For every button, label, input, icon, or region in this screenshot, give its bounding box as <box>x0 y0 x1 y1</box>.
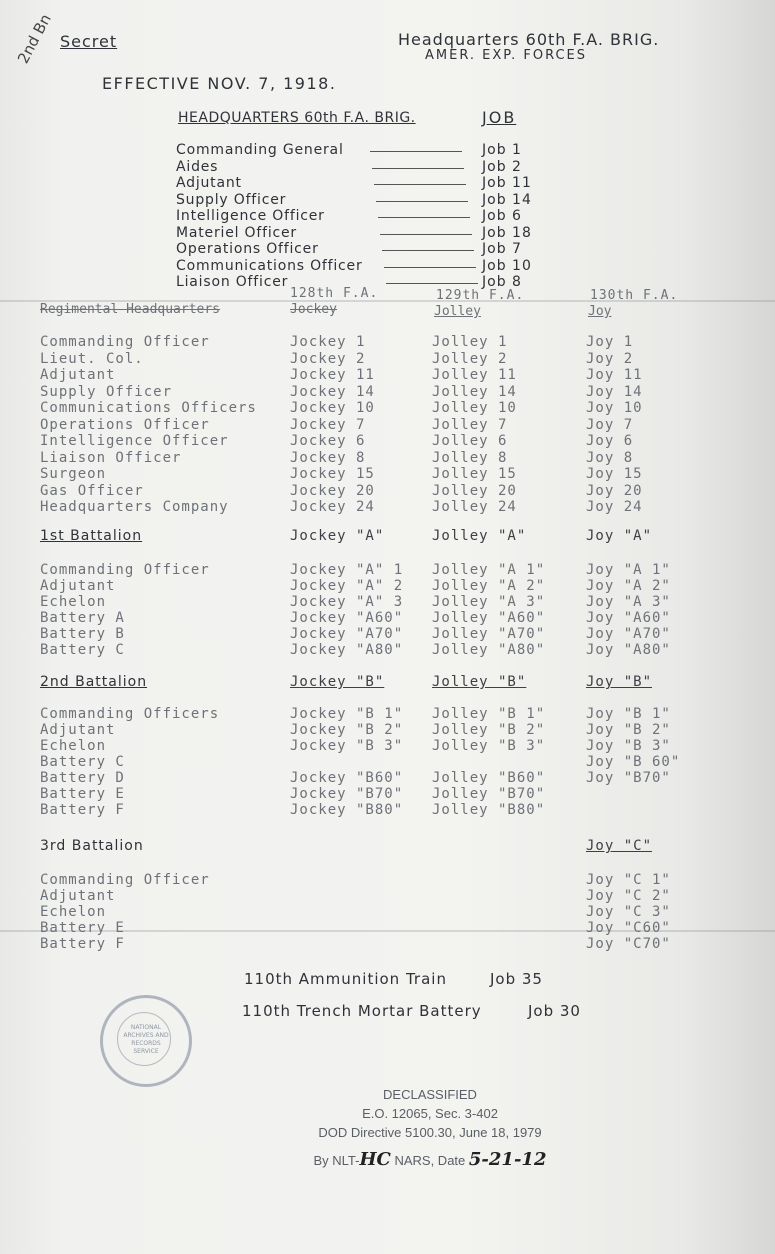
bat1-code-c: Joy "A60" <box>586 610 671 626</box>
bat2-code-a: Jockey "B80" <box>290 802 404 818</box>
regiments-role-label: Operations Officer <box>40 416 210 433</box>
declass-title: DECLASSIFIED <box>383 1087 477 1102</box>
regiments-code-b: Jolley 10 <box>432 400 517 416</box>
regiments-code-b: Jolley 1 <box>432 334 508 350</box>
brigade-role-label: Materiel Officer <box>176 224 297 241</box>
regiments-code-a: Jockey 7 <box>290 416 366 433</box>
bat2-code-c: Joy "B 3" <box>586 738 671 754</box>
bat1-code-b: Jolley "A60" <box>432 610 546 626</box>
job-header: JOB <box>482 108 517 127</box>
bat2-code-b: Jolley "B80" <box>432 802 546 818</box>
regiments-code-a: Jockey 10 <box>290 400 375 416</box>
bat2-code-b: Jolley "B 1" <box>432 706 546 722</box>
bat3-role-label: Battery E <box>40 920 125 936</box>
declass-date: 5-21-12 <box>468 1149 547 1170</box>
bat2-code-c: Joy "B" <box>586 674 653 690</box>
regiments-role-label: Commanding Officer <box>40 334 210 350</box>
brigade-role-label: Intelligence Officer <box>176 208 325 224</box>
leader-line <box>372 168 464 169</box>
bat1-title: 1st Battalion <box>40 528 143 544</box>
bat2-code-a: Jockey "B" <box>290 674 385 690</box>
bat2-code-b: Jolley "B" <box>432 674 527 690</box>
regiments-code-c: Joy 11 <box>586 367 643 383</box>
reg-col-3-code: Joy <box>588 304 612 319</box>
bat1-code-a: Jockey "A60" <box>290 610 404 626</box>
brigade-role-label: Adjutant <box>176 175 242 191</box>
bat2-code-b: Jolley "B 3" <box>432 738 546 754</box>
corner-handwritten-note: 2nd Bn <box>14 11 55 67</box>
bat3-role-label: Echelon <box>40 904 107 920</box>
bat2-title: 2nd Battalion <box>40 674 148 690</box>
brigade-role-label: Liaison Officer <box>176 274 289 290</box>
bat2-code-a: Jockey "B70" <box>290 786 404 802</box>
bat3-code-c: Joy "C 3" <box>586 904 671 920</box>
brigade-role-label: Aides <box>176 158 219 175</box>
bat2-role-label: Battery D <box>40 770 125 786</box>
regiments-role-label: Intelligence Officer <box>40 433 229 449</box>
regiments-code-a: Jockey 14 <box>290 383 375 400</box>
bat1-role-label: Echelon <box>40 594 107 610</box>
brigade-role-job: Job 10 <box>482 257 532 274</box>
regiments-role-label: Headquarters Company <box>40 499 229 515</box>
bat2-code-c: Joy "B 1" <box>586 706 671 722</box>
regiments-code-c: Joy 6 <box>586 433 634 449</box>
bat1-code-b: Jolley "A 2" <box>432 578 546 594</box>
regiments-code-c: Joy 2 <box>586 350 634 367</box>
brigade-role-label: Operations Officer <box>176 241 319 257</box>
declass-eo: E.O. 12065, Sec. 3-402 <box>362 1106 498 1121</box>
bat1-code-a: Jockey "A" 3 <box>290 594 404 610</box>
bat3-code-c: Joy "C" <box>586 838 653 854</box>
bat3-code-c: Joy "C 2" <box>586 888 671 904</box>
bat3-code-c: Joy "C60" <box>586 920 671 936</box>
brigade-role-job: Job 11 <box>482 175 532 191</box>
brigade-role-job: Job 8 <box>482 274 522 290</box>
bat2-code-c: Joy "B 2" <box>586 722 671 738</box>
leader-line <box>370 151 462 152</box>
regiments-code-a: Jockey 11 <box>290 367 375 383</box>
regiments-code-a: Jockey 20 <box>290 482 375 499</box>
regiments-code-a: Jockey 15 <box>290 466 375 482</box>
regiments-code-a: Jockey 24 <box>290 499 375 515</box>
regiments-role-label: Supply Officer <box>40 383 173 400</box>
brigade-role-label: Supply Officer <box>176 191 287 208</box>
regiments-role-label: Liaison Officer <box>40 449 182 466</box>
leader-line <box>378 217 470 218</box>
bat2-role-label: Echelon <box>40 738 107 754</box>
bat1-code-b: Jolley "A 3" <box>432 594 546 610</box>
bat2-code-a: Jockey "B 3" <box>290 738 404 754</box>
reg-col-2-code: Jolley <box>434 304 481 319</box>
bat1-code-a: Jockey "A70" <box>290 626 404 642</box>
declassification-block <box>260 1085 600 1170</box>
regiments-code-a: Jockey 6 <box>290 433 366 449</box>
bat1-code-c: Joy "A 3" <box>586 594 671 610</box>
brigade-role-job: Job 14 <box>482 191 532 208</box>
declass-by-prefix: By NLT- <box>313 1153 360 1168</box>
bat2-role-label: Battery F <box>40 802 125 818</box>
bat1-code-a: Jockey "A" 1 <box>290 562 404 578</box>
regiments-role-label: Communications Officers <box>40 400 257 416</box>
reg-col-3-unit: 130th F.A. <box>590 288 679 303</box>
regiments-code-c: Joy 15 <box>586 466 643 482</box>
reg-col-2-unit: 129th F.A. <box>436 288 525 303</box>
bat3-role-label: Battery F <box>40 936 125 952</box>
bat1-code-a: Jockey "A80" <box>290 642 404 658</box>
leader-line <box>384 267 476 268</box>
bat2-role-label: Commanding Officers <box>40 706 220 722</box>
bat2-code-a: Jockey "B 1" <box>290 706 404 722</box>
regiments-code-a: Jockey 1 <box>290 334 366 350</box>
hq-line-2: AMER. EXP. FORCES <box>425 48 587 63</box>
bat1-code-c: Joy "A 1" <box>586 562 671 578</box>
bat1-code-a: Jockey "A" <box>290 528 385 544</box>
archive-stamp <box>100 995 192 1087</box>
regiments-code-c: Joy 20 <box>586 482 643 499</box>
regiments-code-c: Joy 24 <box>586 499 643 515</box>
bat2-code-a: Jockey "B 2" <box>290 722 404 738</box>
bat1-code-c: Joy "A" <box>586 528 653 544</box>
bat1-role-label: Battery A <box>40 610 125 626</box>
regiments-code-b: Jolley 14 <box>432 383 517 400</box>
regiments-role-label: Gas Officer <box>40 482 144 499</box>
regiments-code-b: Jolley 6 <box>432 433 508 449</box>
bat2-code-b: Jolley "B 2" <box>432 722 546 738</box>
regiments-code-c: Joy 7 <box>586 416 634 433</box>
reg-section-title: Regimental Headquarters <box>40 302 221 317</box>
bat1-code-c: Joy "A80" <box>586 642 671 658</box>
regiments-code-b: Jolley 11 <box>432 367 517 383</box>
regiments-code-a: Jockey 8 <box>290 449 366 466</box>
extra-2-label: 110th Trench Mortar Battery <box>242 1002 482 1020</box>
regiments-code-c: Joy 8 <box>586 449 634 466</box>
bat2-role-label: Battery E <box>40 786 125 802</box>
bat1-role-label: Commanding Officer <box>40 562 210 578</box>
bat1-code-a: Jockey "A" 2 <box>290 578 404 594</box>
declass-initials: HC <box>359 1149 391 1170</box>
brigade-role-job: Job 18 <box>482 224 532 241</box>
regiments-code-b: Jolley 15 <box>432 466 517 482</box>
bat2-role-label: Battery C <box>40 754 125 770</box>
brigade-role-label: Communications Officer <box>176 257 363 274</box>
leader-line <box>380 234 472 235</box>
brigade-title: HEADQUARTERS 60th F.A. BRIG. <box>178 110 416 126</box>
regiments-role-label: Lieut. Col. <box>40 350 144 367</box>
regiments-code-c: Joy 14 <box>586 383 643 400</box>
reg-col-1-unit: 128th F.A. <box>290 286 379 301</box>
declass-nars: NARS, Date <box>394 1153 466 1168</box>
regiments-code-c: Joy 1 <box>586 334 634 350</box>
brigade-role-label: Commanding General <box>176 142 344 158</box>
bat1-role-label: Adjutant <box>40 578 116 594</box>
bat3-code-c: Joy "C 1" <box>586 872 671 888</box>
regiments-code-b: Jolley 8 <box>432 449 508 466</box>
regiments-code-c: Joy 10 <box>586 400 643 416</box>
extra-1-label: 110th Ammunition Train <box>244 970 447 988</box>
regiments-code-a: Jockey 2 <box>290 350 366 367</box>
brigade-role-job: Job 2 <box>482 158 522 175</box>
leader-line <box>376 201 468 202</box>
bat2-code-a: Jockey "B60" <box>290 770 404 786</box>
extra-2-job: Job 30 <box>528 1002 581 1020</box>
leader-line <box>386 283 478 284</box>
regiments-role-label: Surgeon <box>40 466 107 482</box>
declass-by-line <box>260 1150 600 1170</box>
declass-dod: DOD Directive 5100.30, June 18, 1979 <box>318 1125 542 1140</box>
effective-date: EFFECTIVE NOV. 7, 1918. <box>102 74 337 93</box>
leader-line <box>374 184 466 185</box>
bat1-code-b: Jolley "A" <box>432 528 527 544</box>
bat1-code-b: Jolley "A80" <box>432 642 546 658</box>
extra-1-job: Job 35 <box>490 970 543 988</box>
classification-mark: Secret <box>60 32 118 51</box>
bat3-role-label: Commanding Officer <box>40 872 210 888</box>
bat1-role-label: Battery C <box>40 642 125 658</box>
bat1-code-c: Joy "A 2" <box>586 578 671 594</box>
regiments-code-b: Jolley 2 <box>432 350 508 367</box>
regiments-code-b: Jolley 24 <box>432 499 517 515</box>
leader-line <box>382 250 474 251</box>
bat1-code-b: Jolley "A 1" <box>432 562 546 578</box>
bat3-title: 3rd Battalion <box>40 838 144 854</box>
bat1-code-b: Jolley "A70" <box>432 626 546 642</box>
bat1-role-label: Battery B <box>40 626 125 642</box>
stamp-text: NATIONAL ARCHIVES AND RECORDS SERVICE <box>123 1024 169 1055</box>
bat2-code-b: Jolley "B60" <box>432 770 546 786</box>
regiments-role-label: Adjutant <box>40 367 116 383</box>
bat1-code-c: Joy "A70" <box>586 626 671 642</box>
regiments-code-b: Jolley 7 <box>432 416 508 433</box>
bat2-code-b: Jolley "B70" <box>432 786 546 802</box>
brigade-role-job: Job 6 <box>482 208 522 224</box>
bat2-role-label: Adjutant <box>40 722 116 738</box>
hq-line-1: Headquarters 60th F.A. BRIG. <box>398 30 660 49</box>
bat3-role-label: Adjutant <box>40 888 116 904</box>
bat2-code-c: Joy "B 60" <box>586 754 681 770</box>
regiments-code-b: Jolley 20 <box>432 482 517 499</box>
brigade-role-job: Job 1 <box>482 142 522 158</box>
brigade-role-job: Job 7 <box>482 241 522 257</box>
reg-col-1-code: Jockey <box>290 302 337 317</box>
bat3-code-c: Joy "C70" <box>586 936 671 952</box>
bat2-code-c: Joy "B70" <box>586 770 671 786</box>
